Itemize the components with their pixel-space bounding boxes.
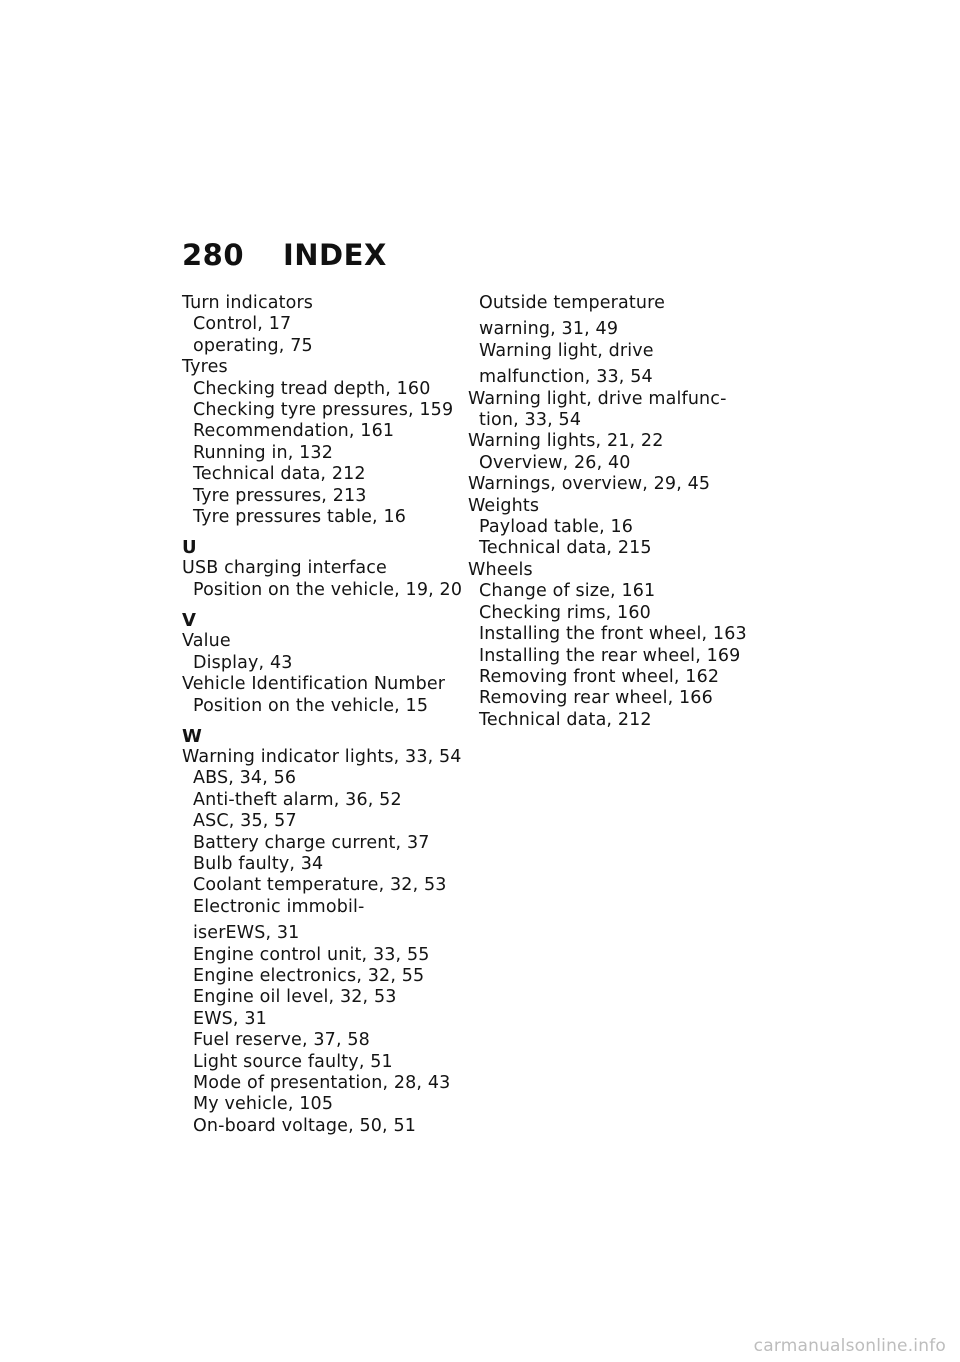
index-subentry: Engine oil level, 32, 53 — [193, 987, 397, 1008]
index-subentry: My vehicle, 105 — [193, 1094, 334, 1115]
index-subentry: warning, 31, 49 — [479, 319, 619, 340]
index-letter-heading: V — [182, 610, 197, 632]
index-subentry: Running in, 132 — [193, 442, 334, 463]
page-number: 280 — [182, 238, 245, 272]
index-subentry: Technical data, 215 — [479, 538, 652, 559]
index-subentry: Outside temperature — [479, 293, 665, 313]
index-subentry: Control, 17 — [193, 314, 292, 335]
index-subentry: Recommendation, 161 — [193, 421, 395, 442]
index-subentry: Engine electronics, 32, 55 — [193, 965, 425, 986]
index-entry: Warning lights, 21, 22 — [468, 431, 664, 452]
index-entry: Tyres — [182, 357, 228, 378]
page-header — [182, 238, 387, 272]
index-subentry: Checking tyre pressures, 159 — [193, 400, 454, 421]
index-subentry: operating, 75 — [193, 335, 313, 356]
index-subentry: Tyre pressures table, 16 — [193, 507, 407, 528]
index-subentry: iserEWS, 31 — [193, 923, 300, 944]
index-subentry: ABS, 34, 56 — [193, 768, 297, 789]
index-subentry: Checking rims, 160 — [479, 602, 651, 623]
index-subentry: Removing rear wheel, 166 — [479, 688, 713, 709]
watermark: carmanualsonline.info — [753, 1336, 946, 1356]
index-subentry: Payload table, 16 — [479, 517, 634, 538]
index-column-left — [182, 293, 462, 1137]
index-subentry: Coolant temperature, 32, 53 — [193, 875, 447, 896]
index-letter-heading: U — [182, 537, 197, 559]
index-entry: Warning indicator lights, 33, 54 — [182, 746, 462, 767]
index-subentry: Removing front wheel, 162 — [479, 666, 720, 687]
index-subentry: Change of size, 161 — [479, 581, 656, 602]
index-subentry: Bulb faulty, 34 — [193, 853, 324, 874]
index-entry: Turn indicators — [182, 293, 314, 313]
index-subentry: malfunction, 33, 54 — [479, 367, 653, 388]
index-subentry: On-board voltage, 50, 51 — [193, 1115, 417, 1136]
index-subentry: Mode of presentation, 28, 43 — [193, 1073, 451, 1093]
index-entry: Weights — [468, 495, 540, 516]
index-entry: Wheels — [468, 559, 533, 580]
index-entry: Warning light, drive malfunc- — [468, 388, 727, 409]
index-subentry: ASC, 35, 57 — [193, 811, 297, 832]
index-subentry: Installing the front wheel, 163 — [479, 624, 747, 645]
index-subentry: Position on the vehicle, 15 — [193, 695, 429, 716]
index-entry: Vehicle Identification Number — [182, 674, 446, 695]
index-column-right — [468, 293, 753, 731]
index-subentry: Position on the vehicle, 19, 20 — [193, 579, 463, 600]
index-letter-heading: W — [182, 725, 203, 747]
index-subentry: Light source faulty, 51 — [193, 1051, 393, 1072]
index-subentry: Tyre pressures, 213 — [193, 485, 367, 506]
index-subentry: tion, 33, 54 — [479, 410, 582, 431]
index-subentry: Checking tread depth, 160 — [193, 378, 431, 399]
index-entry: Warnings, overview, 29, 45 — [468, 474, 711, 495]
index-subentry: Electronic immobil- — [193, 896, 365, 917]
index-subentry: Overview, 26, 40 — [479, 452, 631, 473]
index-entry: USB charging interface — [182, 558, 387, 579]
index-subentry: Fuel reserve, 37, 58 — [193, 1030, 370, 1051]
index-subentry: EWS, 31 — [193, 1008, 267, 1029]
index-subentry: Display, 43 — [193, 652, 293, 673]
index-subentry: Anti-theft alarm, 36, 52 — [193, 789, 402, 810]
page-title: INDEX — [283, 238, 387, 272]
index-subentry: Engine control unit, 33, 55 — [193, 944, 430, 965]
index-subentry: Battery charge current, 37 — [193, 832, 430, 853]
index-subentry: Warning light, drive — [479, 340, 654, 361]
index-subentry: Technical data, 212 — [479, 709, 652, 730]
index-subentry: Technical data, 212 — [193, 464, 366, 485]
index-entry: Value — [182, 631, 231, 652]
index-subentry: Installing the rear wheel, 169 — [479, 645, 741, 666]
